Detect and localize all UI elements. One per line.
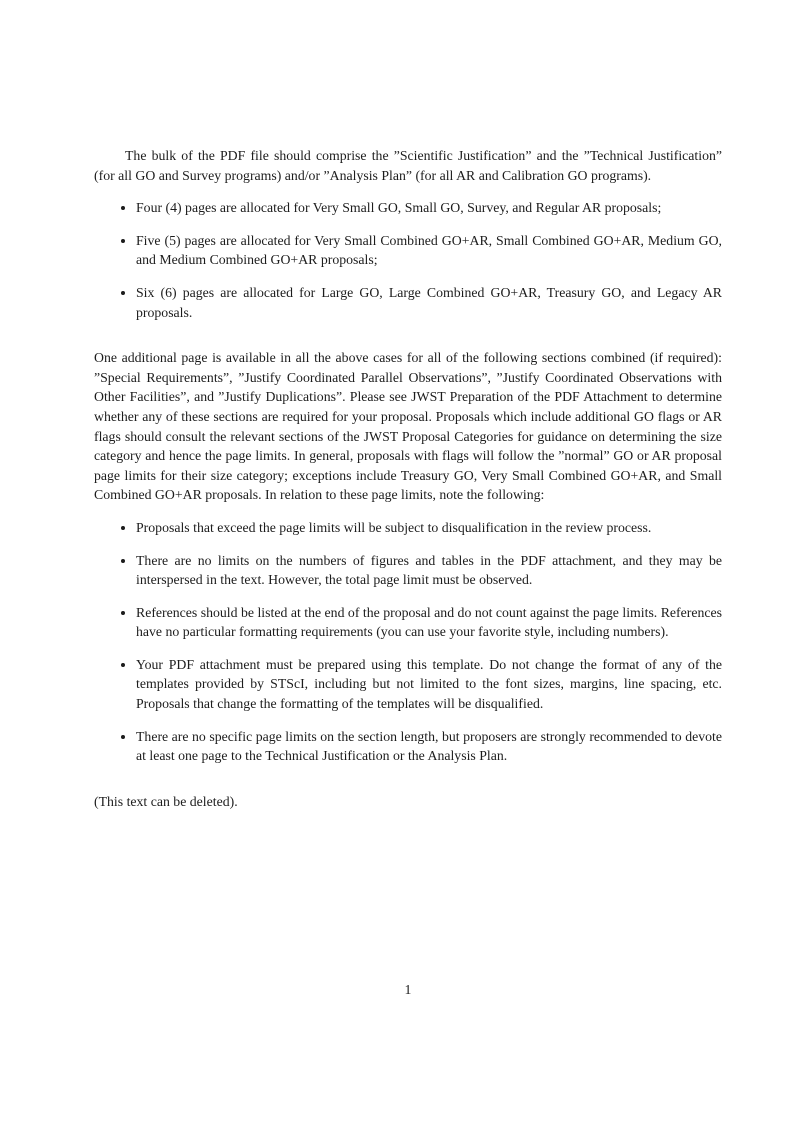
page-number: 1 — [404, 982, 412, 997]
notes-list — [94, 518, 722, 766]
page-allocation-list — [94, 198, 722, 322]
additional-page-paragraph: One additional page is available in all the above cases for all of the following sections combined (if required): ”Special Requirements”, ”Justify Coordinated Parallel Observations”, ”Justify Coordinated Observations with Other Facilities”, and ”Justify Duplications”. Please see JWST Preparation of the PDF Attachment to determine whether any of these sections are required for your proposal. Proposals which include additional GO flags or AR flags should consult the relevant sections of the JWST Proposal Categories for guidance on determining the size category and hence the page limits. In general, proposals with flags will follow the ”normal” GO or AR proposal page limits for their size category; exceptions include Treasury GO, Very Small Combined GO+AR, and Small Combined GO+AR proposals. In relation to these page limits, note the following: — [94, 350, 722, 503]
list-item: • Your PDF attachment must be prepared using this template. Do not change the format of any of the templates provided by STScI, including but not limited to the font sizes, margins, line spacing, etc. Proposals that change the formatting of the templates will be disqualified. — [136, 655, 722, 714]
intro-paragraph: The bulk of the PDF file should comprise the ”Scientific Justification” and the ”Technical Justification” (for all GO and Survey programs) and/or ”Analysis Plan” (for all AR and Calibration GO programs). — [94, 148, 722, 183]
list-item: • Five (5) pages are allocated for Very Small Combined GO+AR, Small Combined GO+AR, Medium GO, and Medium Combined GO+AR proposals; — [136, 231, 722, 270]
closing-paragraph: (This text can be deleted). — [94, 793, 238, 809]
list-item: • References should be listed at the end of the proposal and do not count against the page limits. References have no particular formatting requirements (you can use your favorite style, including numbers). — [136, 603, 722, 642]
list-item: • There are no specific page limits on the section length, but proposers are strongly recommended to devote at least one page to the Technical Justification or the Analysis Plan. — [136, 727, 722, 766]
list-item: • Proposals that exceed the page limits will be subject to disqualification in the review process. — [136, 518, 722, 538]
list-item: • There are no limits on the numbers of figures and tables in the PDF attachment, and they may be interspersed in the text. However, the total page limit must be observed. — [136, 551, 722, 590]
list-item: • Six (6) pages are allocated for Large GO, Large Combined GO+AR, Treasury GO, and Legacy AR proposals. — [136, 283, 722, 322]
list-item: • Four (4) pages are allocated for Very Small GO, Small GO, Survey, and Regular AR proposals; — [136, 198, 722, 218]
document-body — [94, 146, 722, 824]
